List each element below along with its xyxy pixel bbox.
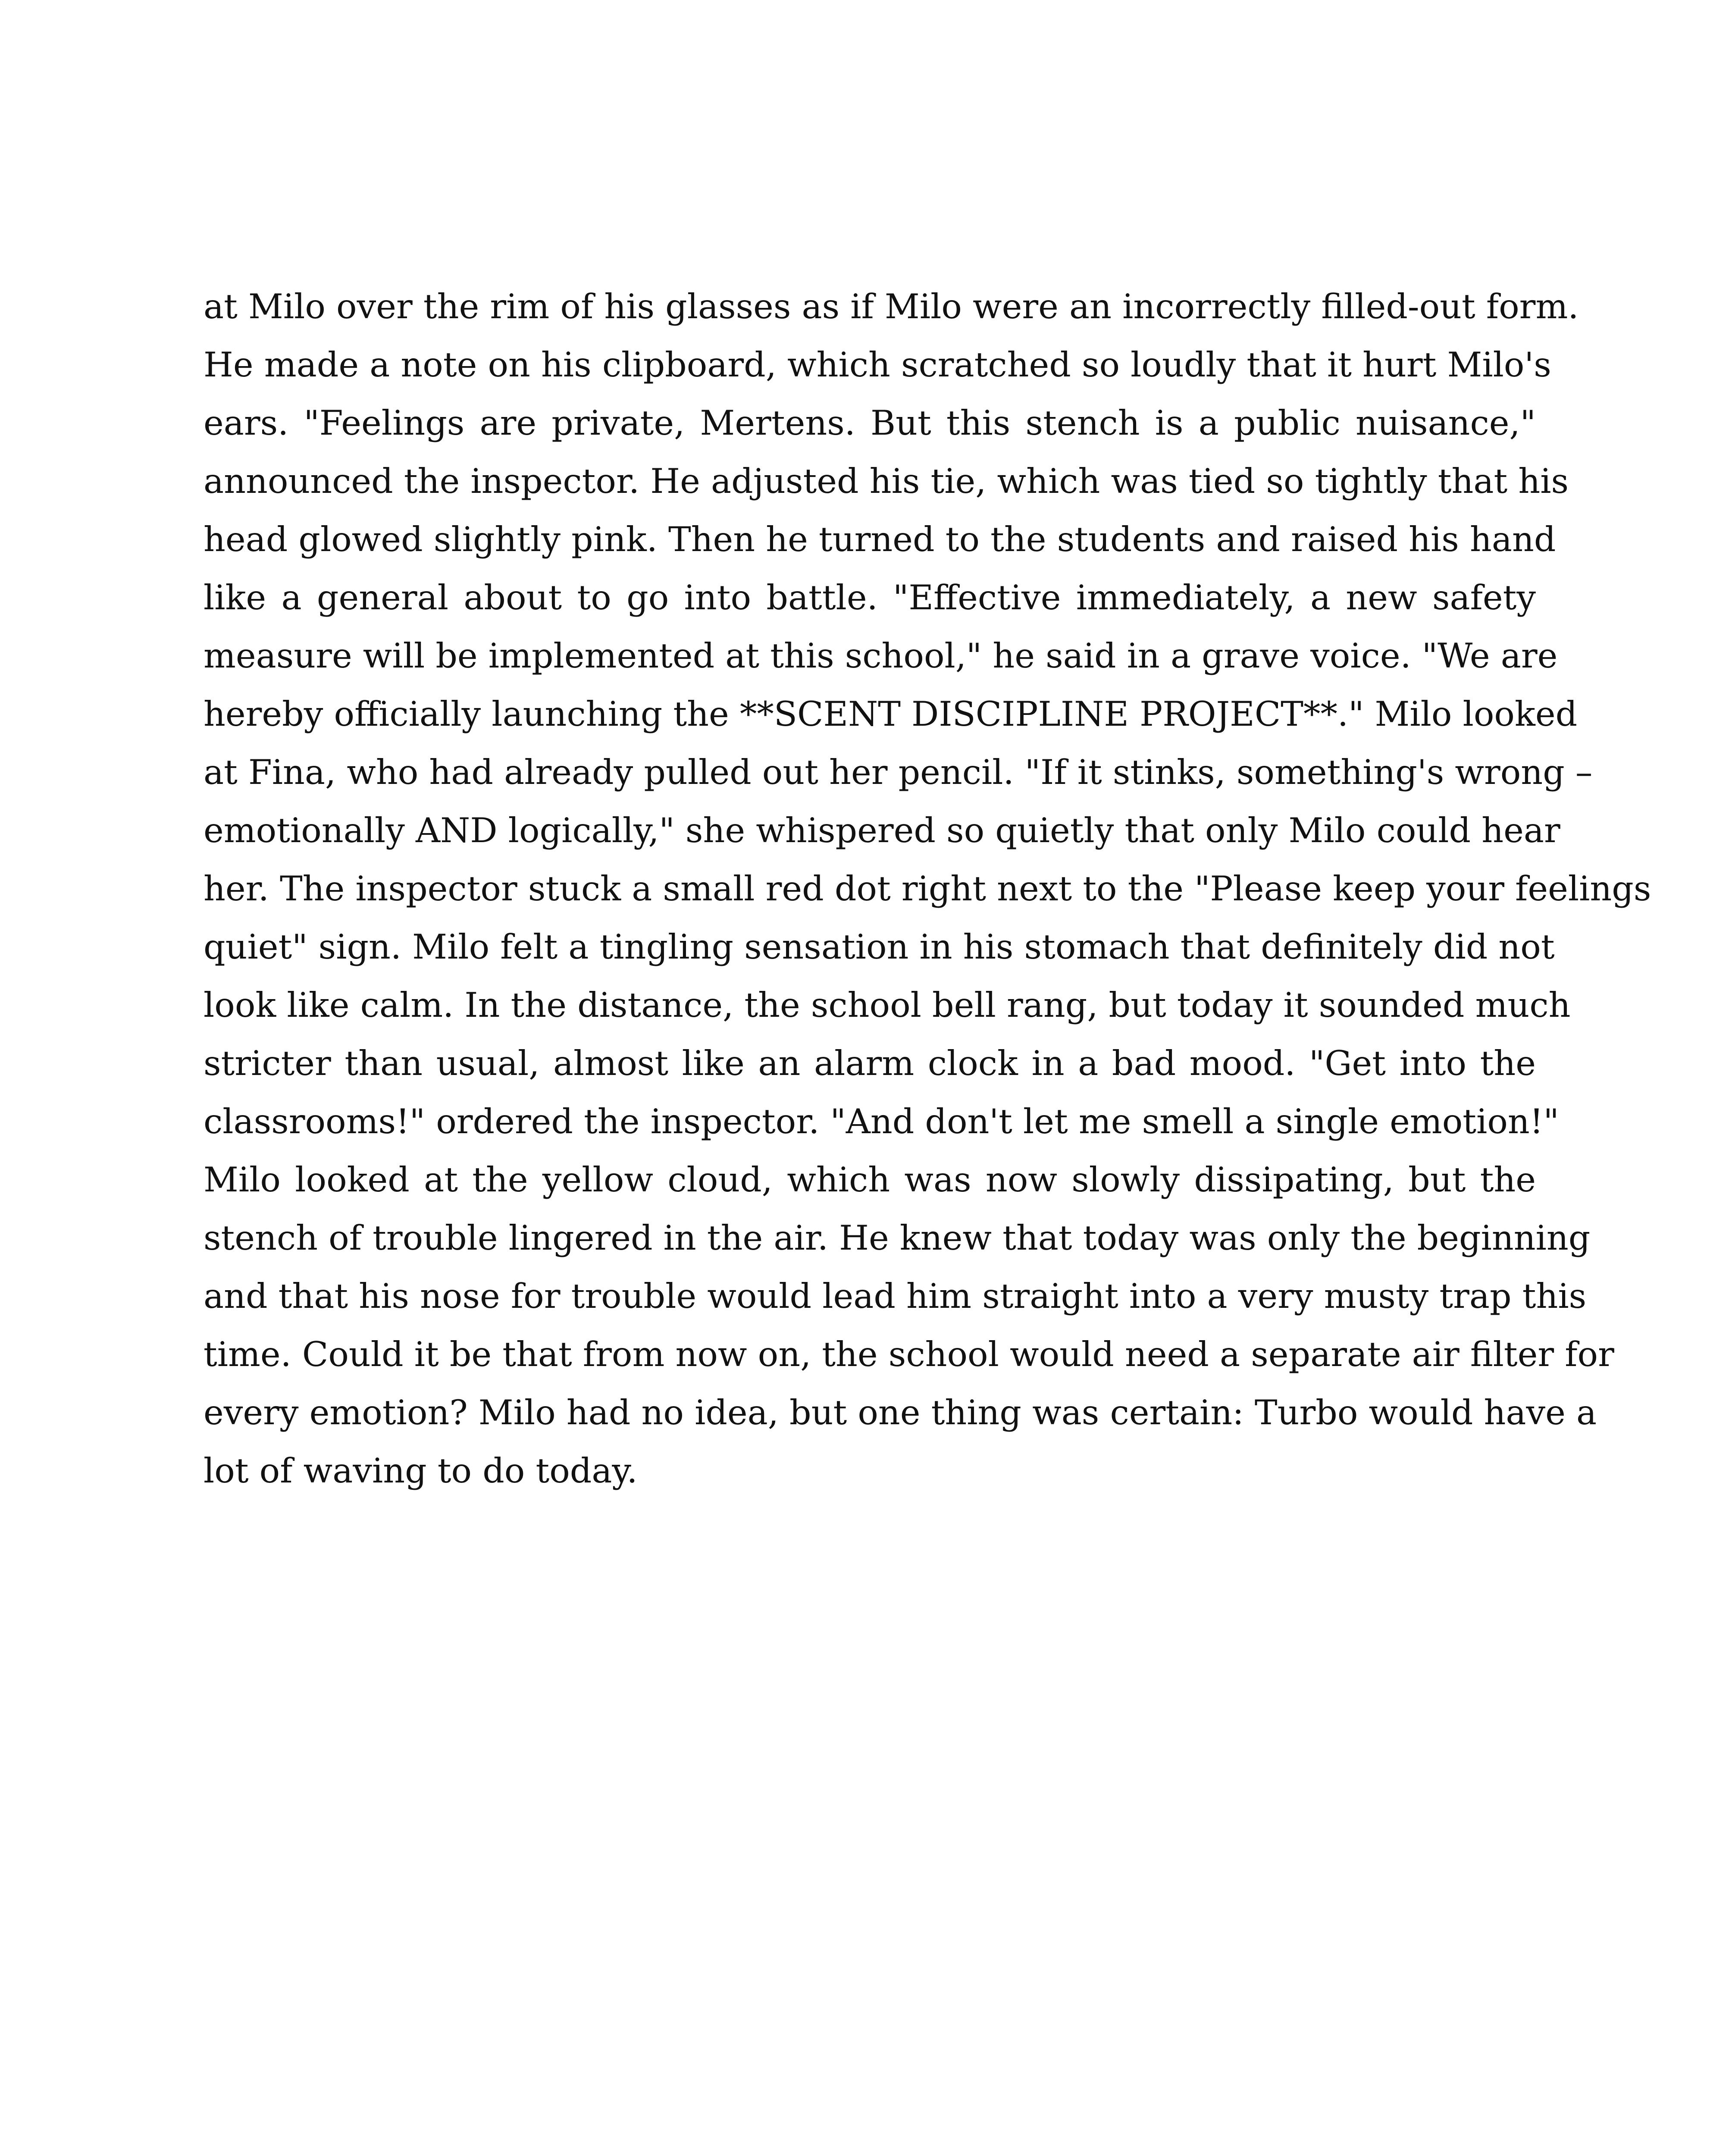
text-line: like a general about to go into battle. "Effective immediately, a new safety — [204, 578, 1536, 617]
text-line: classrooms!" ordered the inspector. "And don't let me smell a single emotion!" — [204, 1102, 1559, 1141]
text-line: time. Could it be that from now on, the school would need a separate air filter for — [204, 1335, 1614, 1374]
text-line: head glowed slightly pink. Then he turned to the students and raised his hand — [204, 520, 1556, 559]
text-line: every emotion? Milo had no idea, but one thing was certain: Turbo would have a — [204, 1393, 1597, 1432]
text-line: stench of trouble lingered in the air. He knew that today was only the beginning — [204, 1218, 1591, 1258]
text-line: at Milo over the rim of his glasses as if Milo were an incorrectly filled-out form. — [204, 287, 1579, 326]
text-line: lot of waving to do today. — [204, 1451, 638, 1491]
text-line: look like calm. In the distance, the school bell rang, but today it sounded much — [204, 985, 1571, 1025]
body-paragraph — [204, 278, 1651, 1500]
text-line: hereby officially launching the **SCENT DISCIPLINE PROJECT**." Milo looked — [204, 694, 1578, 734]
text-line: emotionally AND logically," she whispered so quietly that only Milo could hear — [204, 811, 1560, 850]
text-line: Milo looked at the yellow cloud, which was now slowly dissipating, but the — [204, 1160, 1536, 1200]
text-line: her. The inspector stuck a small red dot right next to the "Please keep your feelings — [204, 869, 1651, 909]
text-line: He made a note on his clipboard, which scratched so loudly that it hurt Milo's — [204, 345, 1551, 385]
text-line: and that his nose for trouble would lead him straight into a very musty trap this — [204, 1276, 1587, 1316]
text-line: at Fina, who had already pulled out her pencil. "If it stinks, something's wrong – — [204, 752, 1593, 792]
text-line: ears. "Feelings are private, Mertens. But this stench is a public nuisance," — [204, 403, 1536, 443]
text-line: stricter than usual, almost like an alarm clock in a bad mood. "Get into the — [204, 1044, 1536, 1083]
text-line: announced the inspector. He adjusted his tie, which was tied so tightly that his — [204, 461, 1569, 501]
text-line: measure will be implemented at this school," he said in a grave voice. "We are — [204, 636, 1558, 676]
text-line: quiet" sign. Milo felt a tingling sensation in his stomach that definitely did not — [204, 927, 1555, 967]
